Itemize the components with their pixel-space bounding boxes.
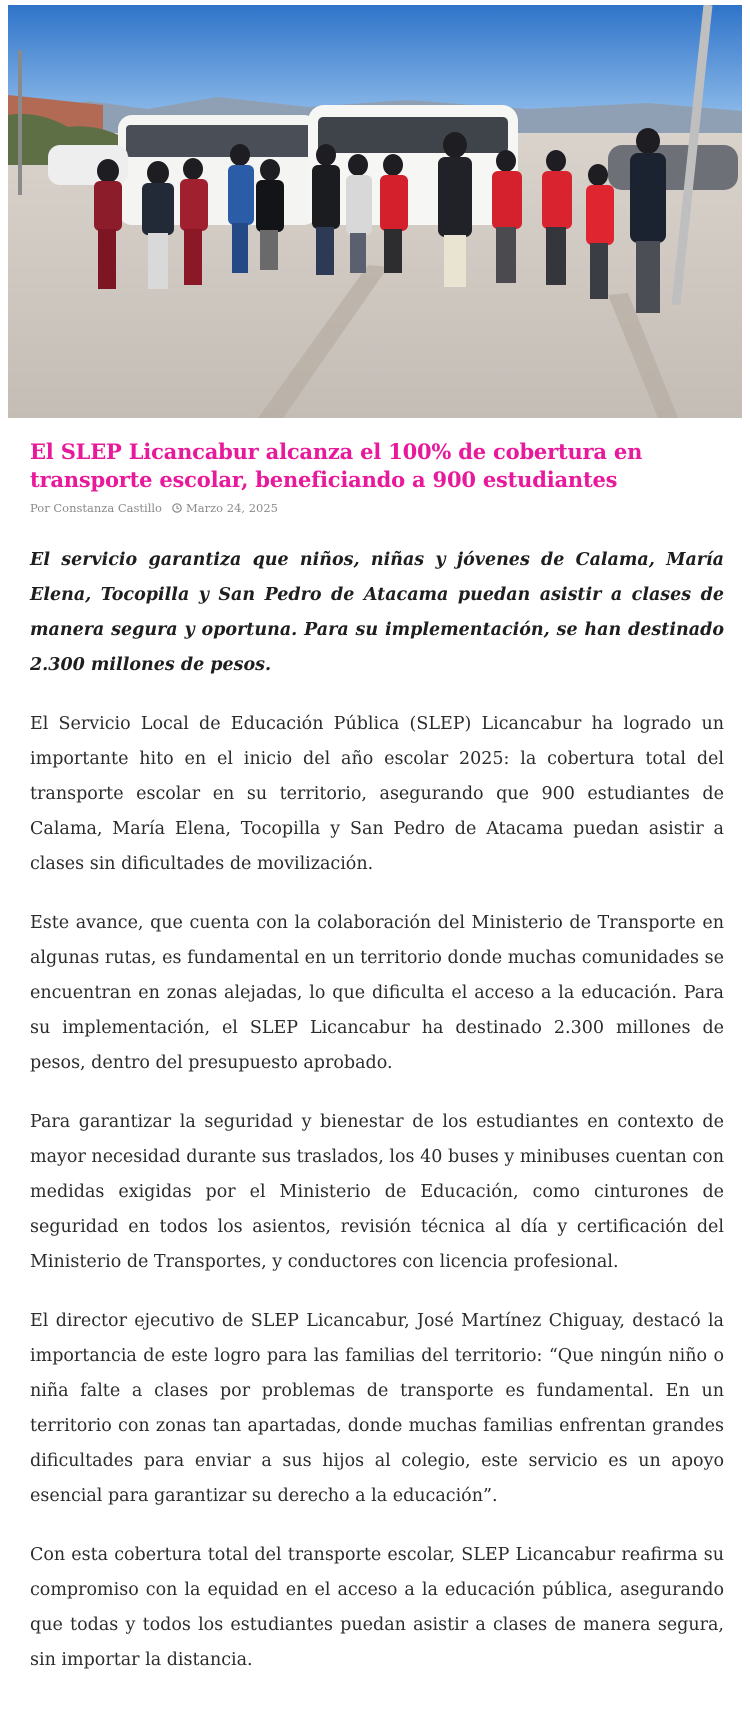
hero-photo xyxy=(8,5,742,418)
article-paragraph: El Servicio Local de Educación Pública (SLEP) Licancabur ha logrado un importante hito en el inicio del año escolar 2025: la cobertura total del transporte escolar en su territorio, asegurando que 900 estudiantes de Calama, María Elena, Tocopilla y San Pedro de Atacama puedan asistir a clases sin dificultades de movilización. xyxy=(30,714,724,874)
article-paragraph: Para garantizar la seguridad y bienestar de los estudiantes en contexto de mayor necesidad durante sus traslados, los 40 buses y minibuses cuentan con medidas exigidas por el Ministerio de Educación, como cinturones de seguridad en todos los asientos, revisión técnica al día y certificación del Ministerio de Transportes, y conductores con licencia profesional. xyxy=(30,1112,724,1272)
clock-icon xyxy=(172,503,182,513)
publish-date xyxy=(172,501,278,515)
article-paragraph: Con esta cobertura total del transporte escolar, SLEP Licancabur reafirma su compromiso con la equidad en el acceso a la educación pública, asegurando que todas y todos los estudiantes puedan asistir a clases de manera segura, sin importar la distancia. xyxy=(30,1545,724,1670)
author-link[interactable]: Por Constanza Castillo xyxy=(30,501,162,515)
hero-photo-illustration xyxy=(8,5,742,418)
article-paragraph: Este avance, que cuenta con la colaboración del Ministerio de Transporte en algunas rutas, es fundamental en un territorio donde muchas comunidades se encuentran en zonas alejadas, lo que dificulta el acceso a la educación. Para su implementación, el SLEP Licancabur ha destinado 2.300 millones de pesos, dentro del presupuesto aprobado. xyxy=(30,913,724,1073)
article-meta xyxy=(30,501,724,515)
article xyxy=(30,438,724,1678)
publish-date-text: Marzo 24, 2025 xyxy=(185,501,278,515)
article-paragraph: El director ejecutivo de SLEP Licancabur, José Martínez Chiguay, destacó la importancia de este logro para las familias del territorio: “Que ningún niño o niña falte a clases por problemas de transporte es fundamental. En un territorio con zonas tan apartadas, donde muchas familias enfrentan grandes dificultades para enviar a sus hijos al colegio, este servicio es un apoyo esencial para garantizar su derecho a la educación”. xyxy=(30,1311,724,1506)
article-title[interactable]: El SLEP Licancabur alcanza el 100% de cobertura en transporte escolar, beneficiando a 900 estudiantes xyxy=(30,439,643,492)
article-lead: El servicio garantiza que niños, niñas y jóvenes de Calama, María Elena, Tocopilla y San Pedro de Atacama puedan asistir a clases de manera segura y oportuna. Para su implementación, se han destinado 2.300 millones de pesos. xyxy=(30,550,724,675)
